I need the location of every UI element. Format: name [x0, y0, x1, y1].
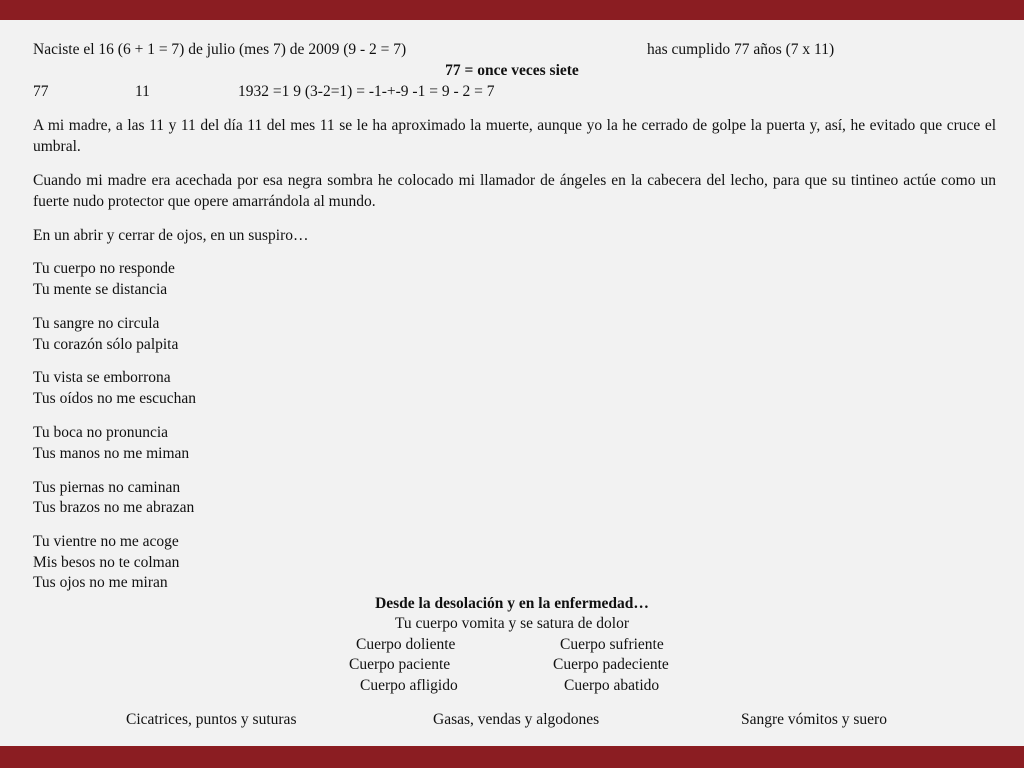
bottom-banner	[0, 746, 1024, 768]
age-line: has cumplido 77 años (7 x 11)	[647, 41, 835, 58]
paragraph-1: A mi madre, a las 11 y 11 del día 11 del mes 11 se le ha aproximado la muerte, aunque yo la he cerrado de golpe la puerta y, así, he evitado que cruce el umbral.	[33, 117, 996, 155]
verse-line: Tus ojos no me miran	[33, 574, 168, 591]
centered-line: Tu cuerpo vomita y se satura de dolor	[394, 615, 630, 632]
verse-line: Tu vientre no me acoge	[33, 533, 179, 550]
body-term-left: Cuerpo doliente	[356, 636, 456, 653]
year-formula: 1932 =1 9 (3-2=1) = -1-+-9 -1 = 9 - 2 = 7	[238, 83, 495, 100]
footer-item: Gasas, vendas y algodones	[433, 711, 600, 728]
section-heading: Desde la desolación y en la enfermedad…	[375, 595, 649, 612]
top-banner	[0, 0, 1024, 20]
verse-line: Tus oídos no me escuchan	[33, 390, 197, 407]
verse-line: Tu boca no pronuncia	[33, 424, 169, 441]
verse-line: Tu sangre no circula	[33, 315, 160, 332]
verse-line: Tu vista se emborrona	[33, 369, 171, 386]
footer-item: Cicatrices, puntos y suturas	[126, 711, 297, 728]
verse-line: Tu cuerpo no responde	[33, 260, 175, 277]
footer-item: Sangre vómitos y suero	[741, 711, 887, 728]
verse-line: Tus piernas no caminan	[33, 479, 181, 496]
number-77: 77	[33, 83, 49, 100]
birth-date-line: Naciste el 16 (6 + 1 = 7) de julio (mes 7) de 2009 (9 - 2 = 7)	[33, 41, 407, 58]
verse-line: Tu corazón sólo palpita	[33, 336, 179, 353]
paragraph-2: Cuando mi madre era acechada por esa negra sombra he colocado mi llamador de ángeles en la cabecera del lecho, para que su tintineo actúe como un fuerte nudo protector que opere amarrándola al mundo.	[33, 172, 996, 210]
body-term-left: Cuerpo afligido	[360, 677, 458, 694]
body-term-right: Cuerpo padeciente	[553, 656, 669, 673]
verse-line: Tus brazos no me abrazan	[33, 499, 195, 516]
verse-line: Mis besos no te colman	[33, 554, 180, 571]
body-term-left: Cuerpo paciente	[349, 656, 451, 673]
subtitle: 77 = once veces siete	[445, 62, 579, 79]
verse-line: Tus manos no me miman	[33, 445, 190, 462]
paragraph-3: En un abrir y cerrar de ojos, en un suspiro…	[33, 227, 309, 244]
body-term-right: Cuerpo sufriente	[560, 636, 664, 653]
number-11: 11	[135, 83, 150, 100]
verse-line: Tu mente se distancia	[33, 281, 168, 298]
body-term-right: Cuerpo abatido	[564, 677, 660, 694]
